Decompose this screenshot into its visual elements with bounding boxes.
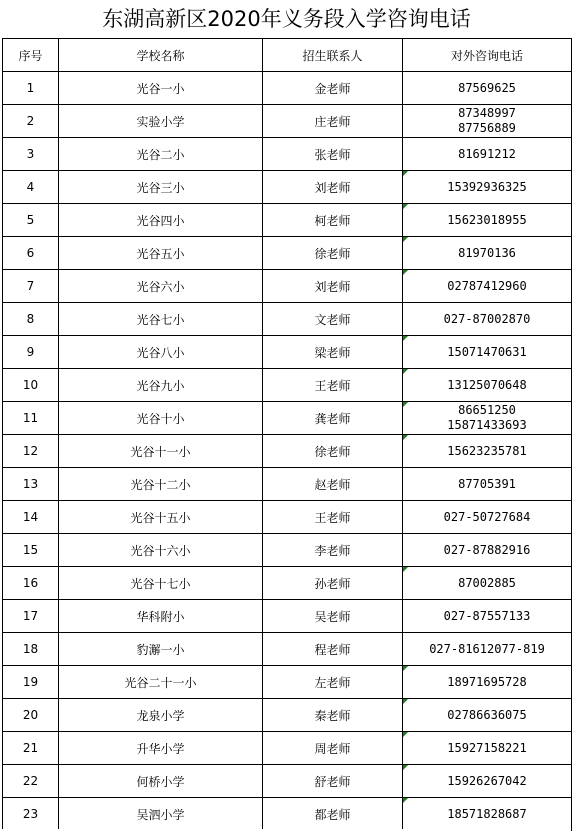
- table-row: [3, 435, 572, 468]
- cell-phone[interactable]: [403, 138, 572, 171]
- table-row: [3, 567, 572, 600]
- phone-number: 15071470631: [447, 344, 527, 359]
- cell-school-name[interactable]: 吴泗小学: [59, 798, 263, 831]
- cell-school-name[interactable]: 光谷十小: [59, 402, 263, 435]
- cell-phone[interactable]: [403, 699, 572, 732]
- cell-phone[interactable]: [403, 798, 572, 831]
- table-row: [3, 204, 572, 237]
- cell-contact[interactable]: 柯老师: [263, 204, 403, 237]
- table-body: [3, 72, 572, 831]
- cell-phone[interactable]: [403, 72, 572, 105]
- cell-school-name[interactable]: 豹澥一小: [59, 633, 263, 666]
- cell-no[interactable]: 7: [3, 270, 59, 303]
- cell-phone[interactable]: [403, 303, 572, 336]
- number-as-text-indicator-icon: [403, 336, 408, 341]
- cell-school-name[interactable]: 光谷十二小: [59, 468, 263, 501]
- phone-number: 87705391: [458, 476, 516, 491]
- cell-no[interactable]: 20: [3, 699, 59, 732]
- cell-no[interactable]: 14: [3, 501, 59, 534]
- cell-phone[interactable]: [403, 270, 572, 303]
- cell-school-name[interactable]: 光谷一小: [59, 72, 263, 105]
- phone-number: 02786636075: [447, 707, 527, 722]
- cell-contact[interactable]: 程老师: [263, 633, 403, 666]
- cell-school-name[interactable]: 华科附小: [59, 600, 263, 633]
- cell-contact[interactable]: 王老师: [263, 501, 403, 534]
- cell-contact[interactable]: 秦老师: [263, 699, 403, 732]
- cell-phone[interactable]: [403, 765, 572, 798]
- number-as-text-indicator-icon: [403, 369, 408, 374]
- cell-school-name[interactable]: 光谷七小: [59, 303, 263, 336]
- cell-no[interactable]: 11: [3, 402, 59, 435]
- cell-school-name[interactable]: 龙泉小学: [59, 699, 263, 732]
- table-row: [3, 303, 572, 336]
- cell-school-name[interactable]: 光谷六小: [59, 270, 263, 303]
- table-row: [3, 72, 572, 105]
- number-as-text-indicator-icon: [403, 204, 408, 209]
- cell-contact[interactable]: 文老师: [263, 303, 403, 336]
- phone-number: 87569625: [458, 80, 516, 95]
- cell-contact[interactable]: 王老师: [263, 369, 403, 402]
- table-row: [3, 138, 572, 171]
- phone-number: 15623235781: [447, 443, 527, 458]
- cell-contact[interactable]: 吴老师: [263, 600, 403, 633]
- cell-no[interactable]: 22: [3, 765, 59, 798]
- cell-contact[interactable]: 梁老师: [263, 336, 403, 369]
- number-as-text-indicator-icon: [403, 699, 408, 704]
- table-row: [3, 600, 572, 633]
- phone-number: 027-87002870: [443, 311, 531, 326]
- cell-school-name[interactable]: 光谷五小: [59, 237, 263, 270]
- table-row: [3, 369, 572, 402]
- cell-no[interactable]: 2: [3, 105, 59, 138]
- cell-phone[interactable]: [403, 369, 572, 402]
- cell-no[interactable]: 15: [3, 534, 59, 567]
- number-as-text-indicator-icon: [403, 237, 408, 242]
- cell-school-name[interactable]: 光谷八小: [59, 336, 263, 369]
- cell-no[interactable]: 19: [3, 666, 59, 699]
- header-contact[interactable]: 招生联系人: [263, 39, 403, 72]
- cell-no[interactable]: 5: [3, 204, 59, 237]
- cell-school-name[interactable]: 光谷二小: [59, 138, 263, 171]
- cell-school-name[interactable]: 光谷十一小: [59, 435, 263, 468]
- cell-contact[interactable]: 徐老师: [263, 435, 403, 468]
- number-as-text-indicator-icon: [403, 765, 408, 770]
- cell-no[interactable]: 16: [3, 567, 59, 600]
- phone-number: 18971695728: [447, 674, 527, 689]
- cell-phone[interactable]: [403, 567, 572, 600]
- cell-school-name[interactable]: 光谷十六小: [59, 534, 263, 567]
- number-as-text-indicator-icon: [403, 171, 408, 176]
- cell-contact[interactable]: 李老师: [263, 534, 403, 567]
- cell-phone[interactable]: [403, 666, 572, 699]
- cell-no[interactable]: 1: [3, 72, 59, 105]
- phone-number: 86651250: [458, 403, 516, 417]
- table-row: [3, 534, 572, 567]
- cell-school-name[interactable]: 光谷二十一小: [59, 666, 263, 699]
- cell-no[interactable]: 8: [3, 303, 59, 336]
- cell-no[interactable]: 6: [3, 237, 59, 270]
- cell-contact[interactable]: 赵老师: [263, 468, 403, 501]
- cell-phone[interactable]: [403, 237, 572, 270]
- cell-contact[interactable]: 龚老师: [263, 402, 403, 435]
- cell-contact[interactable]: 刘老师: [263, 171, 403, 204]
- cell-no[interactable]: 10: [3, 369, 59, 402]
- number-as-text-indicator-icon: [403, 666, 408, 671]
- cell-no[interactable]: 21: [3, 732, 59, 765]
- table-row: [3, 402, 572, 435]
- phone-number: 15926267042: [447, 773, 527, 788]
- cell-school-name[interactable]: 何桥小学: [59, 765, 263, 798]
- phone-number: 87756889: [458, 121, 516, 135]
- cell-no[interactable]: 17: [3, 600, 59, 633]
- table-row: [3, 765, 572, 798]
- cell-no[interactable]: 23: [3, 798, 59, 831]
- cell-phone[interactable]: [403, 468, 572, 501]
- phone-number: 87348997: [458, 106, 516, 120]
- cell-phone[interactable]: [403, 633, 572, 666]
- table-row: [3, 468, 572, 501]
- cell-phone[interactable]: [403, 105, 572, 138]
- table-header-row: [3, 39, 572, 72]
- number-as-text-indicator-icon: [403, 798, 408, 803]
- cell-phone[interactable]: [403, 435, 572, 468]
- consultation-phone-table: [2, 38, 572, 831]
- table-row: [3, 633, 572, 666]
- header-school[interactable]: 学校名称: [59, 39, 263, 72]
- cell-no[interactable]: 4: [3, 171, 59, 204]
- phone-number: 027-50727684: [443, 509, 531, 524]
- phone-number: 13125070648: [447, 377, 527, 392]
- cell-contact[interactable]: 金老师: [263, 72, 403, 105]
- phone-number: 81970136: [458, 245, 516, 260]
- cell-phone[interactable]: [403, 204, 572, 237]
- cell-school-name[interactable]: 光谷四小: [59, 204, 263, 237]
- sheet-title: 东湖高新区2020年义务段入学咨询电话: [102, 7, 471, 31]
- phone-number: 15623018955: [447, 212, 527, 227]
- table-row: [3, 699, 572, 732]
- cell-school-name[interactable]: 光谷九小: [59, 369, 263, 402]
- cell-contact[interactable]: 刘老师: [263, 270, 403, 303]
- phone-number: 15927158221: [447, 740, 527, 755]
- table-row: [3, 501, 572, 534]
- cell-no[interactable]: 13: [3, 468, 59, 501]
- table-row: [3, 798, 572, 831]
- phone-number: 18571828687: [447, 806, 527, 821]
- cell-contact[interactable]: 舒老师: [263, 765, 403, 798]
- header-no[interactable]: 序号: [3, 39, 59, 72]
- table-row: [3, 270, 572, 303]
- header-phone[interactable]: 对外咨询电话: [403, 39, 572, 72]
- cell-contact[interactable]: 庄老师: [263, 105, 403, 138]
- cell-contact[interactable]: 周老师: [263, 732, 403, 765]
- phone-number: 15392936325: [447, 179, 527, 194]
- number-as-text-indicator-icon: [403, 270, 408, 275]
- cell-no[interactable]: 12: [3, 435, 59, 468]
- cell-contact[interactable]: 都老师: [263, 798, 403, 831]
- table-row: [3, 336, 572, 369]
- cell-contact[interactable]: 孙老师: [263, 567, 403, 600]
- phone-number: 027-87557133: [443, 608, 531, 623]
- cell-school-name[interactable]: 实验小学: [59, 105, 263, 138]
- phone-number: 81691212: [458, 146, 516, 161]
- table-row: [3, 732, 572, 765]
- table-row: [3, 237, 572, 270]
- cell-phone[interactable]: [403, 171, 572, 204]
- cell-school-name[interactable]: 光谷十七小: [59, 567, 263, 600]
- table-row: [3, 666, 572, 699]
- cell-contact[interactable]: 张老师: [263, 138, 403, 171]
- phone-number: 87002885: [458, 575, 516, 590]
- phone-number: 15871433693: [447, 418, 527, 432]
- cell-phone[interactable]: [403, 600, 572, 633]
- cell-phone[interactable]: [403, 501, 572, 534]
- phone-number: 027-81612077-819: [429, 641, 545, 656]
- cell-contact[interactable]: 徐老师: [263, 237, 403, 270]
- phone-number: 02787412960: [447, 278, 527, 293]
- cell-school-name[interactable]: 光谷十五小: [59, 501, 263, 534]
- number-as-text-indicator-icon: [403, 435, 408, 440]
- table-row: [3, 171, 572, 204]
- cell-no[interactable]: 3: [3, 138, 59, 171]
- table-row: [3, 105, 572, 138]
- phone-number: 027-87882916: [443, 542, 531, 557]
- cell-phone[interactable]: [403, 336, 572, 369]
- cell-school-name[interactable]: 光谷三小: [59, 171, 263, 204]
- number-as-text-indicator-icon: [403, 732, 408, 737]
- number-as-text-indicator-icon: [403, 567, 408, 572]
- cell-phone[interactable]: [403, 732, 572, 765]
- cell-no[interactable]: 9: [3, 336, 59, 369]
- cell-school-name[interactable]: 升华小学: [59, 732, 263, 765]
- number-as-text-indicator-icon: [403, 402, 408, 407]
- cell-phone[interactable]: [403, 402, 572, 435]
- cell-phone[interactable]: [403, 534, 572, 567]
- cell-no[interactable]: 18: [3, 633, 59, 666]
- cell-contact[interactable]: 左老师: [263, 666, 403, 699]
